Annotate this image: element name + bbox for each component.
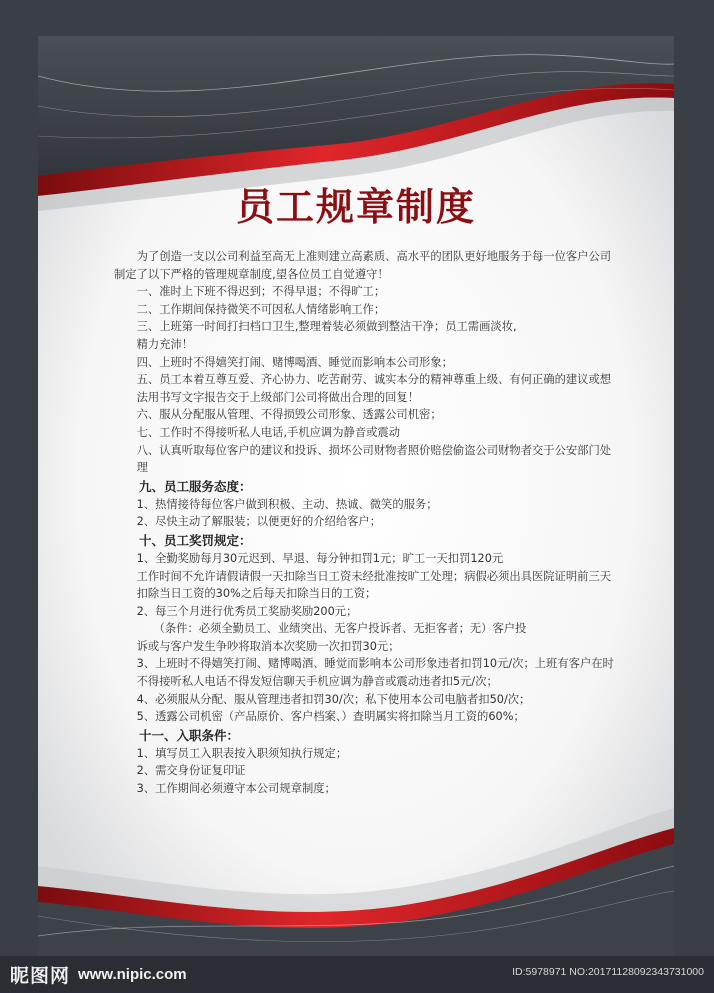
list-item: 2、每三个月进行优秀员工奖励奖励200元； <box>136 604 358 618</box>
site-url-link[interactable]: www.nipic.com <box>78 965 187 983</box>
document-body <box>114 248 614 798</box>
rule-item: 五、员工本着互尊互爱、齐心协力、吃苦耐劳、诚实本分的精神尊重上级、有何正确的建议或想法用书写文字报告交于上级部门公司将做出合理的回复！ <box>136 373 612 404</box>
rule-item: 七、工作时不得接听私人电话,手机应调为静音或震动 <box>136 425 401 439</box>
list-item: 1、热情接待每位客户做到积极、主动、热诚、微笑的服务； <box>136 497 438 511</box>
list-item: 3、上班时不得嬉笑打闹、赌博喝酒、睡觉而影响本公司形象违者扣罚10元/次；上班有客户在时不得接听私人电话不得发短信聊天手机应调为静音或震动违者扣5元/次； <box>136 657 614 689</box>
list-item: 2、需交身份证复印证 <box>136 764 246 778</box>
rule-item: 四、上班时不得嬉笑打闹、赌博喝酒、睡觉而影响本公司形象； <box>136 355 453 369</box>
rule-item: 一、准时上下班不得迟到；不得早退；不得旷工； <box>136 285 386 299</box>
section-heading: 十一、入职条件： <box>139 727 240 743</box>
rule-item: 三、上班第一时间打扫档口卫生,整理着装必须做到整洁干净；员工需画淡妆, <box>136 320 517 334</box>
section-heading: 十、员工奖罚规定： <box>139 532 252 548</box>
rule-item: 精力充沛！ <box>136 337 194 351</box>
rule-item: 二、工作期间保持微笑不可因私人情绪影响工作； <box>136 302 386 316</box>
site-logo[interactable] <box>10 962 187 986</box>
page-title: 员工规章制度 <box>235 185 476 229</box>
list-item: 4、必须服从分配、服从管理违者扣罚30/次；私下使用本公司电脑者扣50/次； <box>136 692 531 706</box>
rule-item: 八、认真听取每位客户的建议和投诉、损坏公司财物者照价赔偿偷盗公司财物者交于公安部门处理 <box>136 443 612 475</box>
list-item: 1、填写员工入职表按入职须知执行规定； <box>136 746 348 760</box>
list-item: 5、透露公司机密（产品原价、客户档案、）查明属实将扣除当月工资的60%； <box>136 710 525 724</box>
logo-text: 昵图网 <box>10 964 71 987</box>
list-item: （条件：必须全勤员工、业绩突出、无客户投诉者、无拒客者；无）客户投 <box>153 622 527 636</box>
list-item: 诉或与客户发生争吵将取消本次奖励一次扣罚30元； <box>136 639 400 653</box>
list-item: 2、尽快主动了解服装；以便更好的介绍给客户； <box>136 515 382 529</box>
intro-paragraph: 为了创造一支以公司利益至高无上准则建立高素质、高水平的团队更好地服务于每一位客户公司制定了以下严格的管理规章制度,望各位员工自觉遵守！ <box>114 250 612 281</box>
list-item: 工作时间不允许请假请假一天扣除当日工资未经批准按旷工处理；病假必须出具医院证明前三天扣除当日工资的30%之后每天扣除当日的工资； <box>136 569 612 601</box>
watermark-footer <box>0 956 714 993</box>
section-heading: 九、员工服务态度： <box>139 478 252 494</box>
poster <box>38 36 674 956</box>
list-item: 3、工作期间必须遵守本公司规章制度； <box>136 782 336 796</box>
rule-item: 六、服从分配服从管理、不得损毁公司形象、透露公司机密； <box>136 408 442 422</box>
image-id: ID:5978971 NO:20171128092343731000 <box>512 966 704 978</box>
list-item: 1、全勤奖励每月30元迟到、早退、每分钟扣罚1元；旷工一天扣罚120元 <box>136 551 504 565</box>
